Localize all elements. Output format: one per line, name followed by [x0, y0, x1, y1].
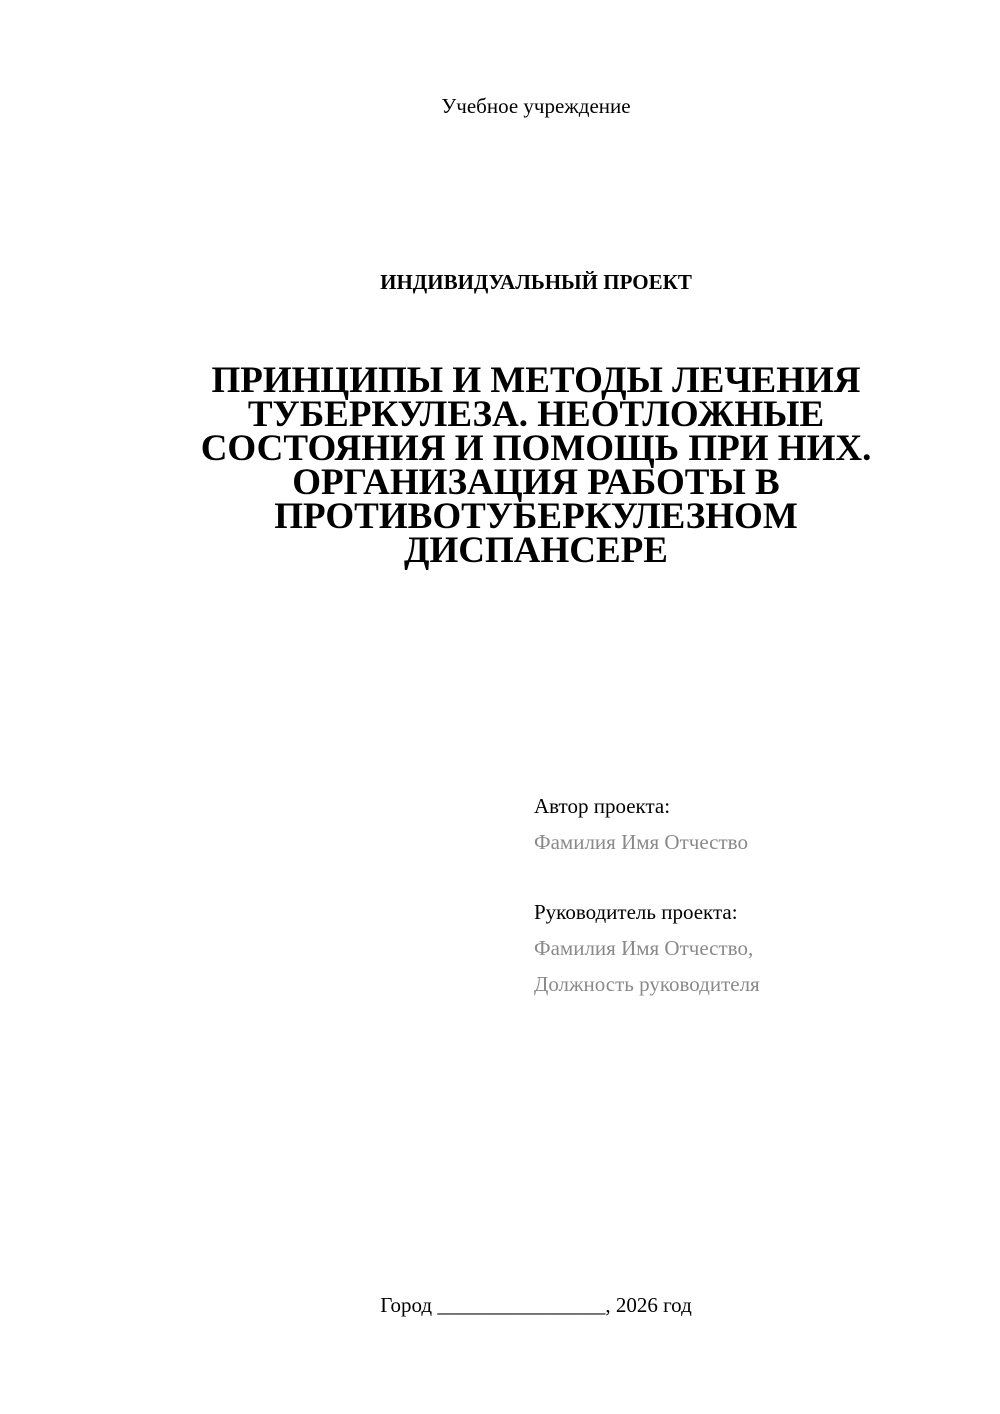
title-line: ПРОТИВОТУБЕРКУЛЕЗНОМ: [274, 496, 798, 537]
city-year-line: Город ________________, 2026 год: [380, 1293, 692, 1317]
title-line: СОСТОЯНИЯ И ПОМОЩЬ ПРИ НИХ.: [200, 428, 872, 469]
supervisor-name-placeholder: Фамилия Имя Отчество,: [534, 936, 754, 960]
title-line: ПРИНЦИПЫ И МЕТОДЫ ЛЕЧЕНИЯ: [211, 360, 861, 401]
author-label: Автор проекта:: [534, 794, 671, 818]
supervisor-position-placeholder: Должность руководителя: [534, 972, 760, 996]
authors-spacer: [534, 860, 974, 894]
title-line: ДИСПАНСЕРЕ: [404, 530, 668, 571]
authors-block: [534, 788, 974, 1002]
author-name-placeholder: Фамилия Имя Отчество: [534, 830, 748, 854]
title-line: ОРГАНИЗАЦИЯ РАБОТЫ В: [292, 462, 780, 503]
title-line: ТУБЕРКУЛЕЗА. НЕОТЛОЖНЫЕ: [247, 394, 825, 435]
project-title: [150, 360, 922, 571]
supervisor-label: Руководитель проекта:: [534, 900, 738, 924]
document-type: ИНДИВИДУАЛЬНЫЙ ПРОЕКТ: [380, 270, 692, 294]
institution-name: Учебное учреждение: [441, 94, 631, 118]
